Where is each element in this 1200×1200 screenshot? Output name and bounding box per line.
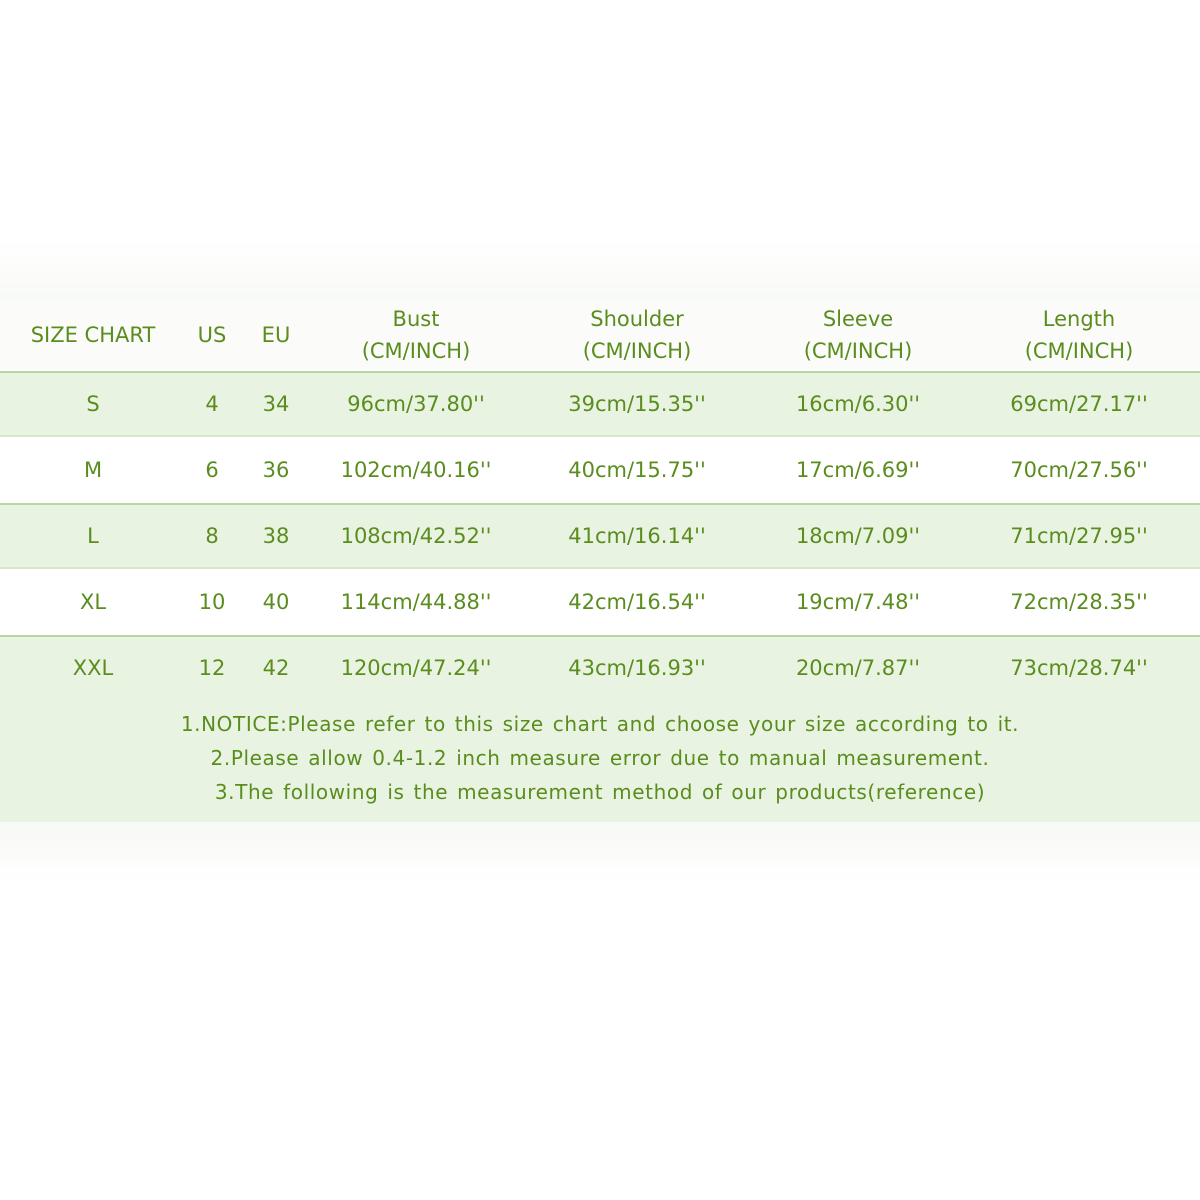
cell-shoulder: 39cm/15.35'': [568, 392, 706, 416]
cell-size: XXL: [72, 656, 114, 680]
cell-us: 6: [205, 458, 219, 482]
cell-shoulder: 42cm/16.54'': [568, 590, 706, 614]
header-shoulder: [526, 300, 748, 370]
cell-bust: 102cm/40.16'': [340, 458, 492, 482]
cell-size: M: [83, 458, 103, 482]
cell-size: S: [86, 392, 100, 416]
header-row: [0, 300, 1200, 370]
table-row-s: [0, 371, 1200, 437]
cell-eu: 38: [262, 524, 290, 548]
header-bust: [306, 300, 526, 370]
cell-length: 72cm/28.35'': [1010, 590, 1148, 614]
cell-size: XL: [79, 590, 107, 614]
header-length-label: Length: [1042, 307, 1116, 331]
header-shoulder-unit: (CM/INCH): [582, 339, 692, 363]
cell-us: 12: [198, 656, 226, 680]
cell-bust: 120cm/47.24'': [340, 656, 492, 680]
cell-shoulder: 43cm/16.93'': [568, 656, 706, 680]
cell-bust: 114cm/44.88'': [340, 590, 492, 614]
cell-us: 4: [205, 392, 219, 416]
cell-eu: 34: [262, 392, 290, 416]
cell-sleeve: 17cm/6.69'': [795, 458, 921, 482]
cell-length: 70cm/27.56'': [1010, 458, 1148, 482]
notice-line-2: 2.Please allow 0.4-1.2 inch measure error due to manual measurement.: [210, 746, 990, 770]
cell-eu: 40: [262, 590, 290, 614]
cell-sleeve: 18cm/7.09'': [795, 524, 921, 548]
header-bust-label: Bust: [392, 307, 440, 331]
header-size-chart: SIZE CHART: [30, 323, 156, 347]
header-eu: EU: [261, 323, 291, 347]
cell-sleeve: 19cm/7.48'': [795, 590, 921, 614]
notice-block: [0, 699, 1200, 829]
notice-line-3: 3.The following is the measurement method of our products(reference): [214, 780, 986, 804]
cell-length: 73cm/28.74'': [1010, 656, 1148, 680]
cell-size: L: [87, 524, 99, 548]
cell-us: 8: [205, 524, 219, 548]
bottom-fade: [0, 822, 1200, 882]
header-bust-unit: (CM/INCH): [361, 339, 471, 363]
header-sleeve: [748, 300, 968, 370]
header-length-unit: (CM/INCH): [1024, 339, 1134, 363]
top-fade: [0, 240, 1200, 300]
table-row-l: [0, 503, 1200, 569]
cell-bust: 96cm/37.80'': [347, 392, 485, 416]
cell-length: 71cm/27.95'': [1010, 524, 1148, 548]
notice-line-1: 1.NOTICE:Please refer to this size chart and choose your size according to it.: [180, 712, 1020, 736]
table-row-xxl: [0, 635, 1200, 699]
header-length: [968, 300, 1190, 370]
header-us: US: [197, 323, 227, 347]
cell-shoulder: 40cm/15.75'': [568, 458, 706, 482]
cell-bust: 108cm/42.52'': [340, 524, 492, 548]
cell-eu: 42: [262, 656, 290, 680]
header-shoulder-label: Shoulder: [590, 307, 684, 331]
header-sleeve-unit: (CM/INCH): [803, 339, 913, 363]
cell-sleeve: 20cm/7.87'': [795, 656, 921, 680]
cell-us: 10: [198, 590, 226, 614]
cell-length: 69cm/27.17'': [1010, 392, 1148, 416]
header-sleeve-label: Sleeve: [822, 307, 894, 331]
cell-sleeve: 16cm/6.30'': [795, 392, 921, 416]
cell-shoulder: 41cm/16.14'': [568, 524, 706, 548]
cell-eu: 36: [262, 458, 290, 482]
table-row-xl: [0, 570, 1200, 634]
size-chart-table: [0, 300, 1200, 829]
table-row-m: [0, 438, 1200, 502]
